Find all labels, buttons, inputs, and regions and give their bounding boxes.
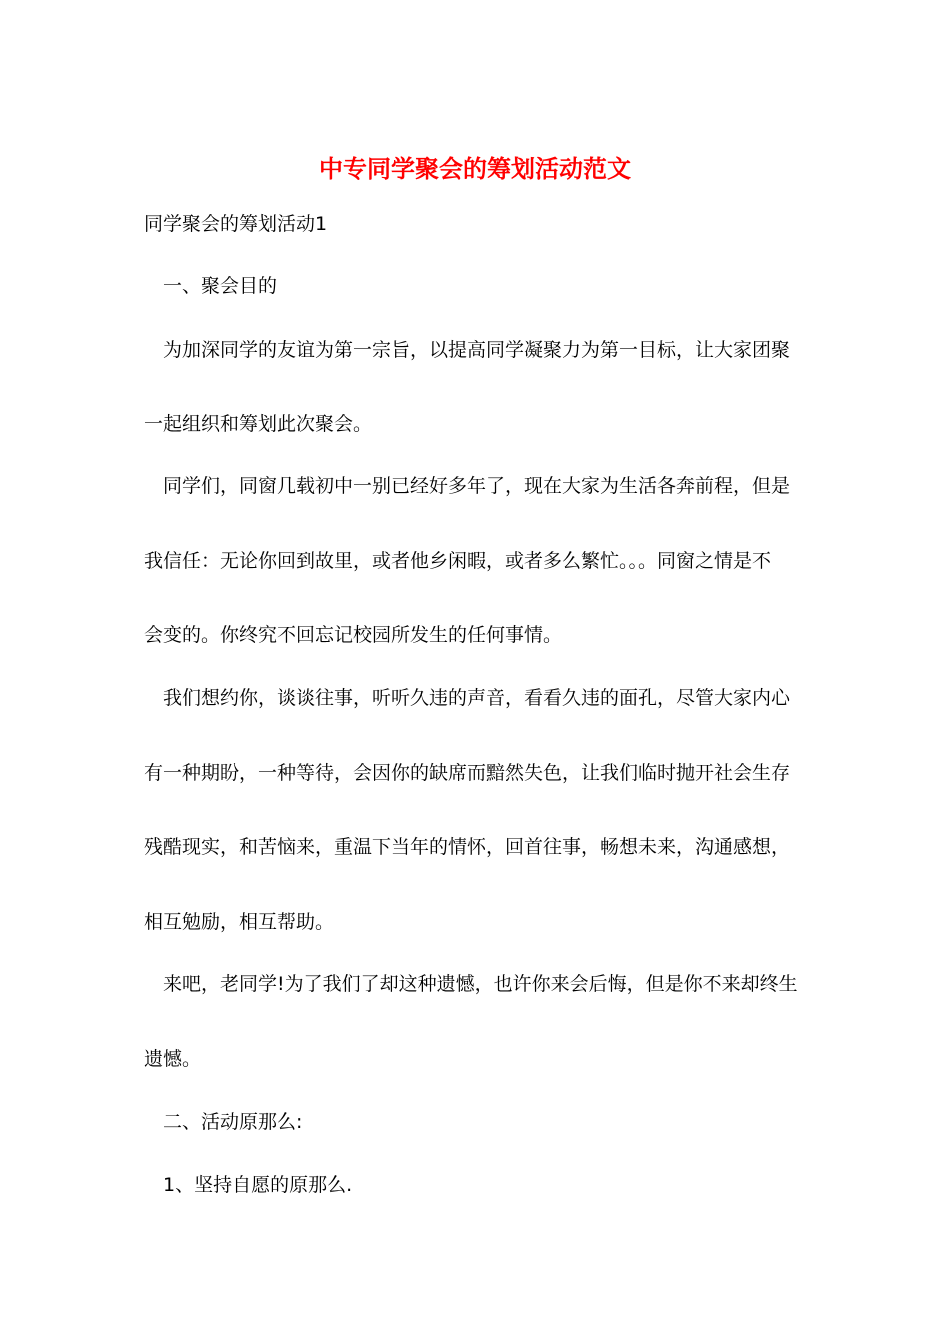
subheading: 同学聚会的筹划活动1 [144,213,328,235]
paragraph-line: 来吧，老同学!为了我们了却这种遗憾，也许你来会后悔，但是你不来却终生 [163,973,798,995]
paragraph-line: 会变的。你终究不回忘记校园所发生的任何事情。 [144,624,563,646]
paragraph-line: 为加深同学的友谊为第一宗旨，以提高同学凝聚力为第一目标，让大家团聚 [163,339,791,361]
paragraph-line: 遗憾。 [144,1048,202,1070]
paragraph-line: 我信任：无论你回到故里，或者他乡闲暇，或者多么繁忙。。。同窗之情是不 [144,550,772,572]
document-title: 中专同学聚会的筹划活动范文 [319,154,631,183]
paragraph-line: 相互勉励，相互帮助。 [144,911,335,933]
paragraph-line: 一起组织和筹划此次聚会。 [144,413,373,435]
paragraph-line: 残酷现实，和苦恼来，重温下当年的情怀，回首往事，畅想未来，沟通感想， [144,836,791,858]
section-heading-purpose: 一、聚会目的 [163,275,278,297]
paragraph-line: 同学们，同窗几载初中一别已经好多年了，现在大家为生活各奔前程，但是 [163,475,791,497]
section-heading-principles: 二、活动原那么: [163,1111,303,1133]
principle-item-1: 1、坚持自愿的原那么. [163,1174,353,1196]
paragraph-line: 我们想约你，谈谈往事，听听久违的声音，看看久违的面孔，尽管大家内心 [163,687,791,709]
paragraph-line: 有一种期盼，一种等待，会因你的缺席而黯然失色，让我们临时抛开社会生存 [144,762,791,784]
